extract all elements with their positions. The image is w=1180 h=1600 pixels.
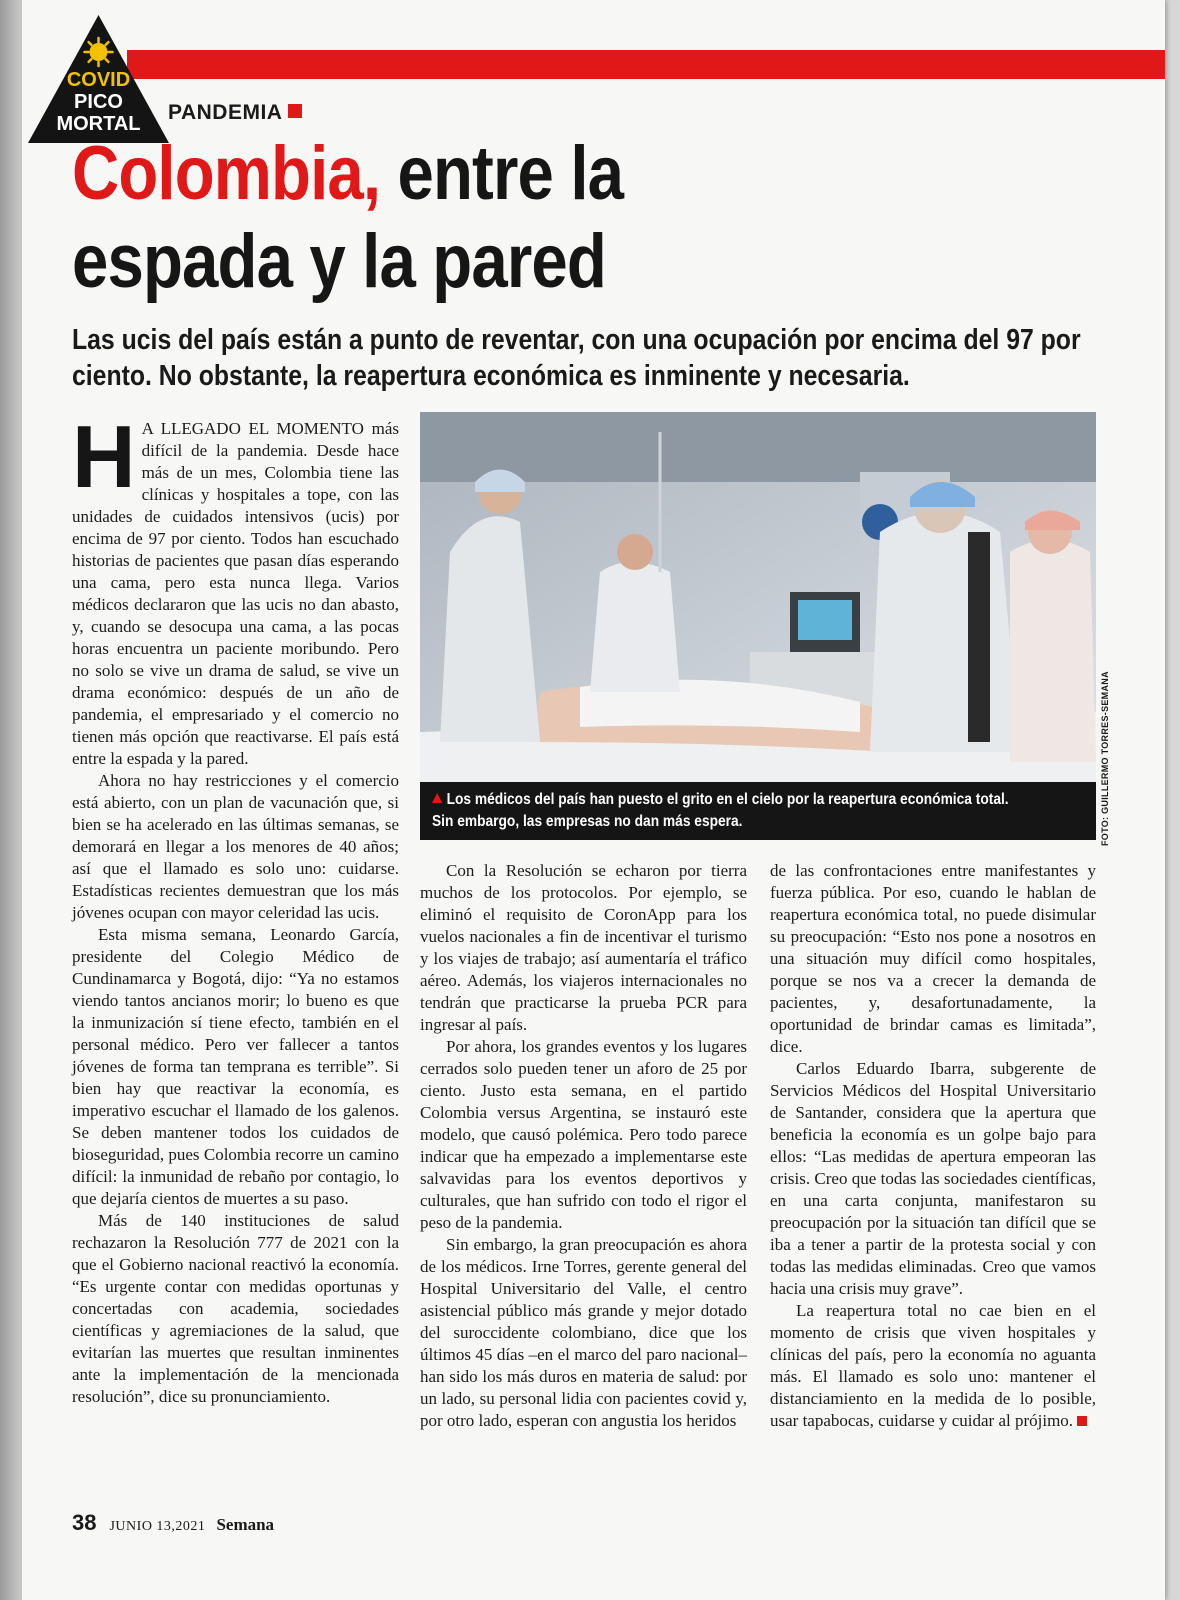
photo-credit: FOTO: GUILLERMO TORRES-SEMANA xyxy=(1100,671,1110,846)
page-number: 38 xyxy=(72,1510,97,1535)
caption-line-1: Los médicos del país han puesto el grito en el cielo por la reapertura económica total. xyxy=(446,791,1009,808)
issue-date: JUNIO 13,2021 xyxy=(109,1519,206,1534)
icu-photo-illustration xyxy=(420,412,1096,782)
article-paragraph: Sin embargo, la gran preocupación es ahora de los médicos. Irne Torres, gerente general del Hospital Universitario del Valle, el centro asistencial público más grande y mejor dotado del suroccidente colombiano, dice que los últimos 45 días –en el marco del paro nacional– han sido los más duros en materia de salud: por un lado, su personal lidia con pacientes covid y, por otro lado, esperan con angustia los heridos xyxy=(420,1235,747,1430)
deck-subtitle: Las ucis del país están a punto de reventar, con una ocupación por encima del 97 por ciento. No obstante, la reapertura económica es inminente y necesaria. xyxy=(72,324,1081,392)
magazine-page xyxy=(22,0,1165,1600)
article-column-2 xyxy=(420,860,747,1432)
article-paragraph: Carlos Eduardo Ibarra, subgerente de Servicios Médicos del Hospital Universitario de Santander, considera que la apertura que beneficia la economía es un golpe bajo para ellos: “Las medidas de apertura empeoran las crisis. Creo que todas las sociedades científicas, en una carta conjunta, manifestaron su preocupación por la situación tan difícil que se iba a tener a partir de la protesta social y con todas las medidas eliminadas. Creo que vamos hacia una crisis muy grave”. xyxy=(770,1059,1096,1298)
closing-text: La reapertura total no cae bien en el momento de crisis que viven hospitales y clínicas del país, pero la economía no aguanta más. El llamado es solo uno: mantener el distanciamiento en la medida de lo posible, usar tapabocas, cuidarse y cuidar al prójimo. xyxy=(770,1301,1096,1430)
section-color-bar xyxy=(127,50,1165,79)
headline-highlight: Colombia, xyxy=(72,131,381,216)
headline-line2: espada y la pared xyxy=(72,219,606,304)
article-paragraph: Esta misma semana, Leonardo García, presidente del Colegio Médico de Cundinamarca y Bogotá, dijo: “Ya no estamos viendo tantos ancianos morir; lo bueno es que la inmunización sí tiene efecto, también en el personal médico. Pero ver fallecer a tantos jóvenes de forma tan temprana es terrible”. Si bien hay que reactivar la economía, es imperativo escuchar el llamado de los galenos. Se deben mantener todos los cuidados de bioseguridad, pues Colombia recorre un camino difícil: la inmunidad de rebaño por contagio, lo que dejaría cientos de muertes a su paso. xyxy=(72,925,399,1208)
badge-label xyxy=(25,69,172,135)
badge-line-covid: COVID xyxy=(66,69,131,91)
lead-text: A LLEGADO EL MOMENTO más difícil de la pandemia. Desde hace más de un mes, Colombia tiene las clínicas y hospitales a tope, con las unidades de cuidados intensivos (ucis) por encima de 97 por ciento. Todos han escuchado historias de pacientes que pasan días esperando una cama, pero esta nunca llega. Varios médicos declararon que las ucis no dan abasto, y, cuando se desocupa una cama, a las pocas horas encuentra un paciente moribundo. Pero no solo se vive un drama de salud, se vive un drama económico: después de un año de pandemia, el empresariado y el comercio no tienen más opción que reactivarse. El país está entre la espada y la pared. xyxy=(72,419,399,768)
magazine-name: Semana xyxy=(216,1515,275,1534)
caption-line-2: Sin embargo, las empresas no dan más espera. xyxy=(432,813,743,830)
drop-cap: H xyxy=(72,407,136,506)
article-column-3 xyxy=(770,860,1096,1432)
headline xyxy=(72,130,1001,306)
section-name: PANDEMIA xyxy=(168,101,283,124)
article-paragraph: de las confrontaciones entre manifestantes y fuerza pública. Por eso, cuando le hablan de reapertura económica total, no puede disimular su preocupación: “Esto nos pone a nosotros en una situación muy difícil como hospitales, porque se nos va a crecer la demanda de pacientes, y, desafortunadamente, la oportunidad de brindar camas es limitada”, dice. xyxy=(770,861,1096,1056)
article-paragraph: Por ahora, los grandes eventos y los lugares cerrados solo pueden tener un aforo de 25 por ciento. Justo esta semana, en el partido Colombia versus Argentina, se instauró este modelo, que causó polémica. Pero todo parece indicar que ha empezado a implementarse este salvavidas para los eventos deportivos y culturales, que han sufrido con todo el rigor el peso de la pandemia. xyxy=(420,1037,747,1232)
end-mark-icon xyxy=(1077,1416,1087,1426)
icu-photo xyxy=(420,412,1096,782)
article-paragraph: Más de 140 instituciones de salud rechazaron la Resolución 777 de 2021 con la que el Gobierno nacional reactivó la economía. “Es urgente contar con medidas oportunas y concertadas con academia, sociedades científicas y agremiaciones de la salud, que evitarían las muertes que resultan inminentes ante la implementación de la mencionada resolución”, dice su pronunciamiento. xyxy=(72,1211,399,1406)
covid-badge xyxy=(25,12,172,146)
caption-text xyxy=(432,789,1068,833)
article-paragraph xyxy=(770,1300,1096,1432)
badge-line-mortal: MORTAL xyxy=(56,113,141,135)
badge-line-pico: PICO xyxy=(74,91,123,113)
article-column-1 xyxy=(72,407,399,1408)
article-paragraph: Con la Resolución se echaron por tierra muchos de los protocolos. Por ejemplo, se eliminó el requisito de CoronApp para los vuelos nacionales a fin de incentivar el turismo y los viajes de trabajo; así aumentaría el tráfico aéreo. Además, los viajeros internacionales no tendrán que practicarse la prueba PCR para ingresar al país. xyxy=(420,861,747,1034)
photo-caption xyxy=(420,782,1096,840)
article-paragraph xyxy=(72,407,399,770)
triangle-up-icon xyxy=(432,793,442,803)
headline-line1-rest: entre la xyxy=(380,131,624,216)
page-footer xyxy=(72,1510,274,1536)
section-square-icon xyxy=(288,104,302,118)
article-paragraph: Ahora no hay restricciones y el comercio está abierto, con un plan de vacunación que, si bien se ha acelerado en las últimas semanas, se demorará en llegar a los menores de 40 años; así que el llamado es solo uno: cuidarse. Estadísticas recientes demuestran que los más jóvenes ocupan con mayor celeridad las ucis. xyxy=(72,771,399,922)
virus-icon xyxy=(85,38,113,66)
section-label xyxy=(168,101,302,125)
